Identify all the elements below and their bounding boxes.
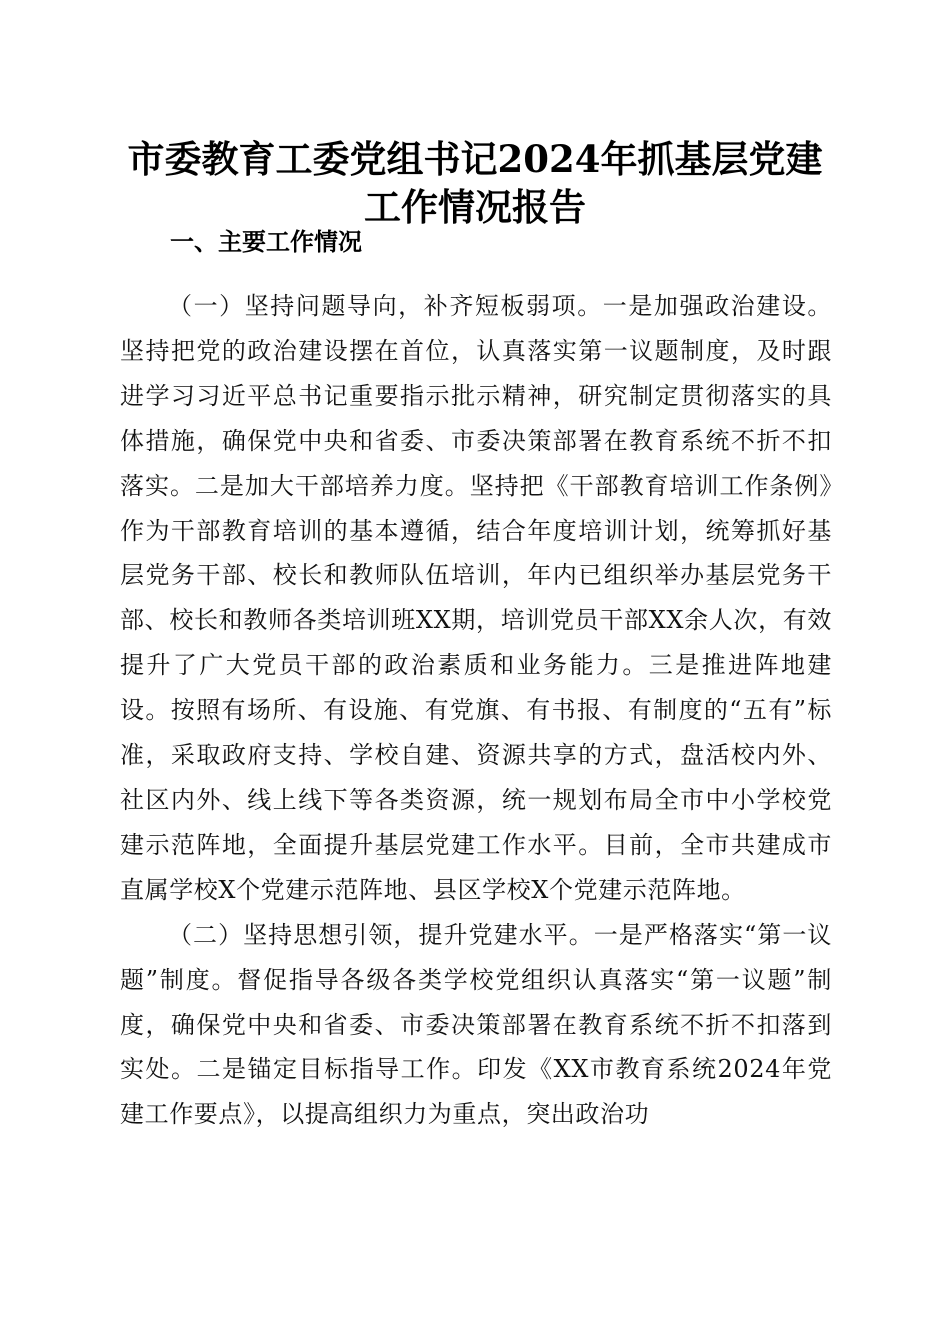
document-title: 市委教育工委党组书记2024年抓基层党建工作情况报告 [127, 137, 823, 229]
paragraph: （一）坚持问题导向，补齐短板弱项。一是加强政治建设。坚持把党的政治建设摆在首位，认真落实第一议题制度，及时跟进学习习近平总书记重要指示批示精神，研究制定贯彻落实的具体措施，确保党中央和省委、市委决策部署在教育系统不折不扣落实。二是加大干部培养力度。坚持把《干部教育培训工作条例》作为干部教育培训的基本遵循，结合年度培训计划，统筹抓好基层党务干部、校长和教师队伍培训，年内已组织举办基层党务干部、校长和教师各类培训班XX期，培训党员干部XX余人次，有效提升了广大党员干部的政治素质和业务能力。三是推进阵地建设。按照有场所、有设施、有党旗、有书报、有制度的“五有”标准，采取政府支持、学校自建、资源共享的方式，盘活校内外、社区内外、线上线下等各类资源，统一规划布局全市中小学校党建示范阵地，全面提升基层党建工作水平。目前，全市共建成市直属学校X个党建示范阵地、县区学校X个党建示范阵地。 [120, 292, 832, 904]
document-body [120, 284, 832, 1137]
section-heading: 一、主要工作情况 [170, 228, 362, 256]
paragraph: （二）坚持思想引领，提升党建水平。一是严格落实“第一议题”制度。督促指导各级各类学校党组织认真落实“第一议题”制度，确保党中央和省委、市委决策部署在教育系统不折不扣落到实处。二是锚定目标指导工作。印发《XX市教育系统2024年党建工作要点》，以提高组织力为重点，突出政治功 [120, 920, 832, 1129]
